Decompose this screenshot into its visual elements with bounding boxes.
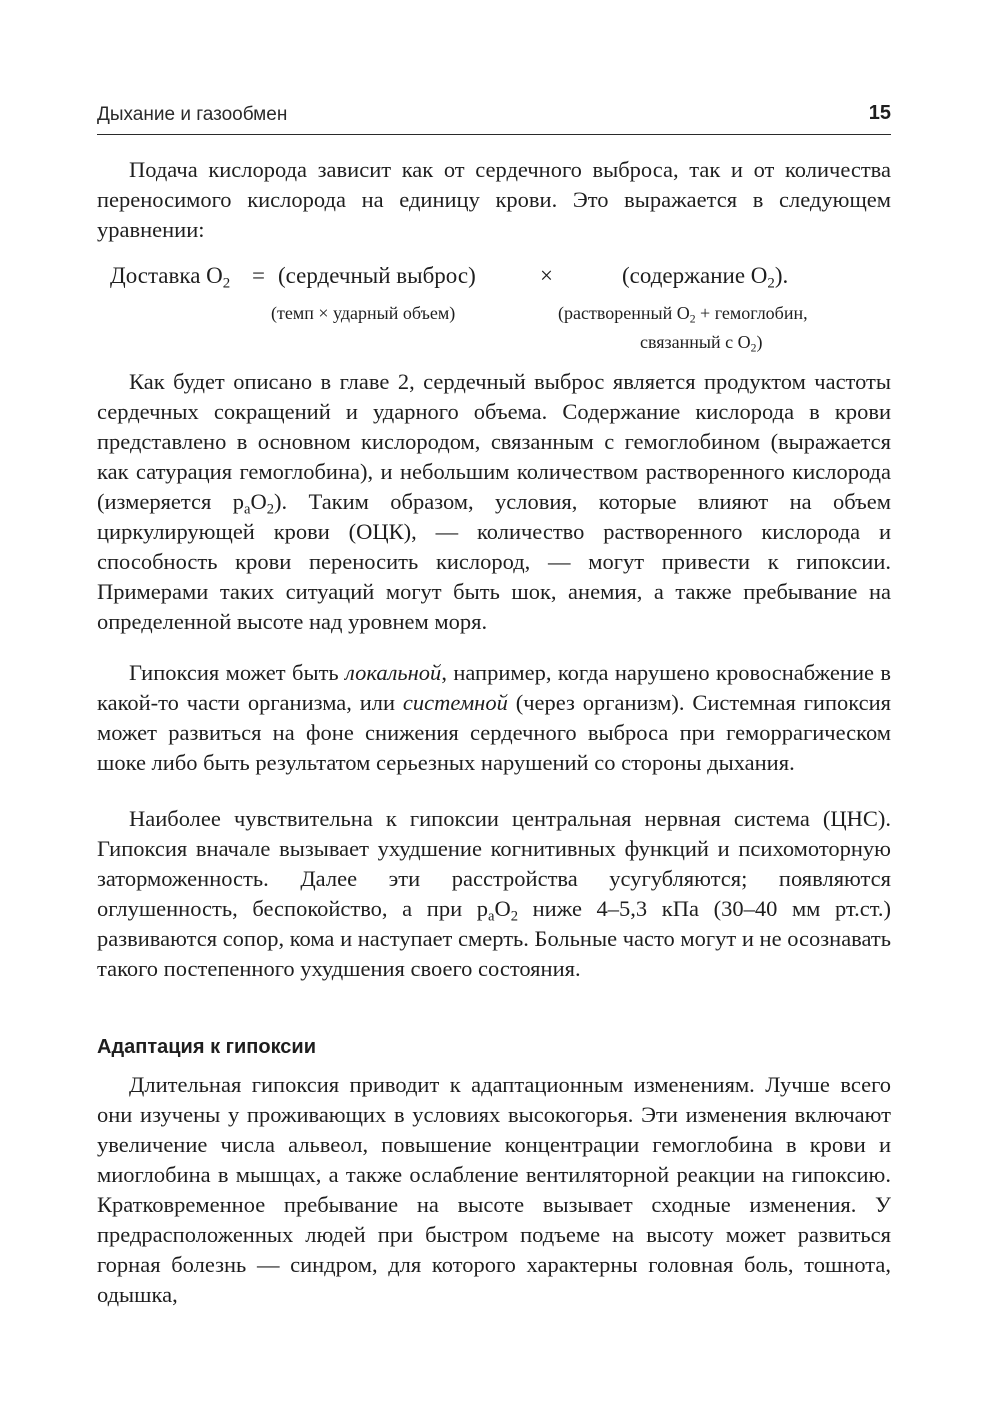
- equation-lhs: Доставка $O_2$: [110, 263, 231, 292]
- equation-bound-note: связанный с $O_2$): [640, 332, 763, 355]
- section-heading-adaptation: Адаптация к гипоксии: [97, 1036, 317, 1058]
- equation-equals: =: [252, 263, 265, 288]
- paragraph-adaptation: Длительная гипоксия приводит к адаптационным изменениям. Лучше всего они изучены у проживающих в условиях высокогорья. Эти изменения включают увеличение числа альвеол, повышение концентрации гемоглобина в крови и миоглобина в мышцах, а также ослабление вентиляторной реакции на гипоксию. Кратковременное пребывание на высоте вызывает сходные изменения. У предрасположенных людей при быстром подъеме на высоту может развиться горная болезнь — синдром, для которого характерны головная боль, тошнота, одышка,: [97, 1072, 891, 1307]
- page-number: 15: [868, 102, 891, 124]
- running-title: Дыхание и газообмен: [97, 104, 288, 125]
- paragraph-cns-sensitivity: Наиболее чувствительна к гипоксии центральная нервная система (ЦНС). Гипоксия вначале вызывает ухудшение когнитивных функций и психомоторную заторможенность. Далее эти расстройства усугубляются; появляются оглушенность, беспокойство, а при $p_aO_2$ ниже 4–5,3 кПа (30–40 мм рт.ст.) развиваются сопор, кома и наступает смерть. Больные часто могут и не осознавать такого постепенного ухудшения своего состояния.: [97, 806, 891, 981]
- equation-cardiac-note: (темп × ударный объем): [271, 303, 456, 323]
- paragraph-oxygen-delivery: Подача кислорода зависит как от сердечного выброса, так и от количества переносимого кислорода на единицу крови. Это выражается в следующем уравнении:: [97, 157, 891, 242]
- equation-cardiac-output: (сердечный выброс): [278, 263, 476, 288]
- paragraph-hypoxia-types: Гипоксия может быть локальной, например, когда нарушено кровоснабжение в какой-то части организма, или системной (через организм). Системная гипоксия может развиться на фоне снижения сердечного выброса при геморрагическом шоке либо быть результатом серьезных нарушений со стороны дыхания.: [97, 660, 891, 775]
- equation-times: ×: [540, 263, 553, 288]
- equation-dissolved-note: (растворенный $O_2$ + гемоглобин,: [558, 303, 808, 326]
- paragraph-cardiac-output: Как будет описано в главе 2, сердечный выброс является продуктом частоты сердечных сокращений и ударного объема. Содержание кислорода в крови представлено в основном кислородом, связанным с гемоглобином (выражается как сатурация гемоглобина), и небольшим количеством растворенного кислорода (измеряется $p_aO_2$). Таким образом, условия, которые влияют на объем циркулирующей крови (ОЦК), — количество растворенного кислорода и способность крови переносить кислород, — могут привести к гипоксии. Примерами таких ситуаций могут быть шок, анемия, а также пребывание на определенной высоте над уровнем моря.: [97, 369, 891, 634]
- equation-oxygen-content: (содержание $O_2$).: [622, 263, 789, 292]
